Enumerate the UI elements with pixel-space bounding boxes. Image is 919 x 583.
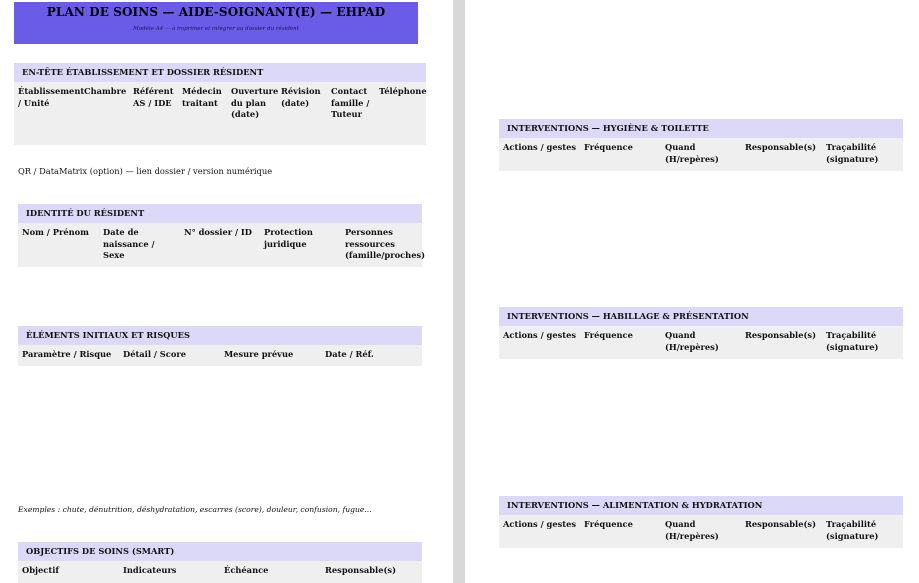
section-etablissement [14,63,426,145]
column-header: Responsable(s) [325,565,397,575]
column-header: Fréquence [584,519,633,529]
section-identite [18,204,426,267]
column-header: Ouverture du plan (date) [231,86,279,119]
column-header: Responsable(s) [745,142,817,152]
column-header: Traçabilité (signature) [826,142,879,164]
column-header: Date / Réf. [325,349,374,359]
section-elements [18,326,422,366]
column-header: Objectif [22,565,59,575]
section-alimentation [499,496,903,548]
document-subtitle: Modèle A4 — à imprimer et intégrer au dossier du résident [133,26,299,32]
column-header: Établissement / Unité [18,86,85,108]
header-row [18,223,426,267]
column-header: Chambre [84,86,127,96]
column-header: Révision (date) [281,86,321,108]
page-1 [0,0,453,583]
column-header: Indicateurs [123,565,177,575]
column-header: Fréquence [584,330,633,340]
column-header: Médecin traitant [182,86,222,108]
header-row [18,561,422,583]
column-header: Traçabilité (signature) [826,519,879,541]
section-heading: INTERVENTIONS — HABILLAGE & PRÉSENTATION [499,307,903,326]
section-heading: EN-TÊTE ÉTABLISSEMENT ET DOSSIER RÉSIDENT [14,63,426,82]
column-header: Personnes ressources (famille/proches) [345,227,426,260]
section-heading: IDENTITÉ DU RÉSIDENT [18,204,422,223]
section-objectifs [18,542,422,583]
column-header: Détail / Score [123,349,187,359]
column-header: Quand (H/repères) [665,142,719,164]
column-header: Mesure prévue [224,349,294,359]
column-header: Téléphone [379,86,427,96]
column-header: Contact famille / Tuteur [331,86,370,119]
section-hygiene [499,119,903,171]
column-header: Traçabilité (signature) [826,330,879,352]
column-header: Quand (H/repères) [665,519,719,541]
column-header: Fréquence [584,142,633,152]
header-row [499,138,903,171]
page-gap [453,0,465,583]
section-heading: OBJECTIFS DE SOINS (SMART) [18,542,422,561]
column-header: Protection juridique [264,227,313,249]
column-header: Date de naissance / Sexe [103,227,155,260]
header-row [14,82,426,145]
column-header: Actions / gestes [503,330,577,340]
section-heading: INTERVENTIONS — HYGIÈNE & TOILETTE [499,119,903,138]
column-header: Actions / gestes [503,142,577,152]
qr-note: QR / DataMatrix (option) — lien dossier / version numérique [18,166,273,176]
document-title: PLAN DE SOINS — AIDE-SOIGNANT(E) — EHPAD [46,5,386,19]
column-header: Paramètre / Risque [22,349,112,359]
header-row [499,515,903,548]
column-header: Quand (H/repères) [665,330,719,352]
column-header: Référent AS / IDE [133,86,174,108]
column-header: Responsable(s) [745,519,817,529]
page-2 [465,0,919,583]
exemples-note: Exemples : chute, dénutrition, déshydratation, escarres (score), douleur, confusion, fugue... [18,505,372,514]
header-row [18,345,422,366]
column-header: Actions / gestes [503,519,577,529]
column-header: Nom / Prénom [22,227,89,237]
section-heading: ÉLÉMENTS INITIAUX ET RISQUES [18,326,422,345]
section-habillage [499,307,903,359]
column-header: Échéance [224,565,269,575]
column-header: N° dossier / ID [184,227,252,237]
title-banner [14,2,418,44]
header-row [499,326,903,359]
column-header: Responsable(s) [745,330,817,340]
section-heading: INTERVENTIONS — ALIMENTATION & HYDRATATION [499,496,903,515]
